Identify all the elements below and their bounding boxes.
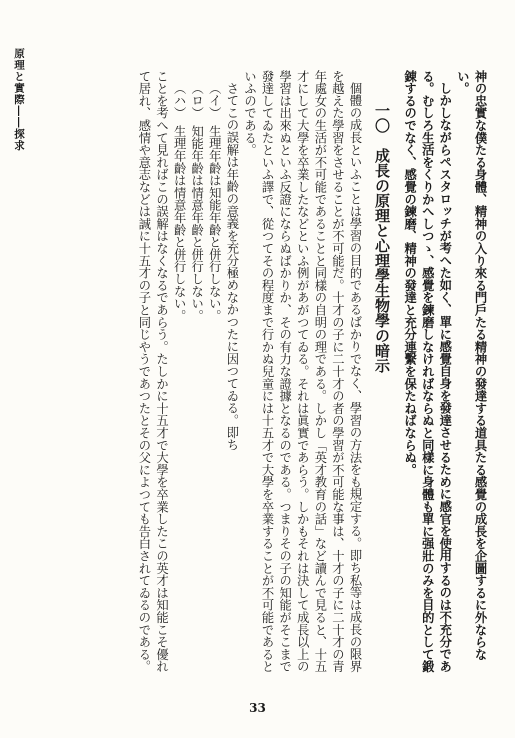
page-number: 33 — [249, 701, 266, 715]
paragraph: しかしながらペスタロッチが考へた如く、單に感覺自身を發達させるために感官を使用するのは不充分である。むしろ生活をくりかへしつゝ、感覺を鍊磨しなければならぬと同樣に身體も單に强壯のみを目的として鍛錬するのでなく、感覺の鍊磨、精神の發達と充分連繫を保たねばならぬ。 — [402, 70, 453, 673]
running-head: 原理と實際――探求 — [13, 48, 25, 152]
list-item: （イ） 生理年齡は知能年齡と併行しない。 — [207, 82, 222, 323]
paragraph: さてこの誤解は年齡の意義を充分極めなかつたに因つてゐる。即ち — [224, 82, 239, 452]
section-heading: 一〇 成長の原理と心理學生物學の暗示 — [373, 103, 392, 373]
paragraph: 個體の成長といふことは學習の目的であるばかりでなく、學習の方法をも規定する。即ち私等は成長の限界を越えた學習をさせることが不可能だ。十才の子に二十才の者の學習が不可能な事は、十才の子に二十才の青年處女の生活が不可能であることと同樣の自明の理である。しかし「英才教育の話」など讀んで見ると、十五才にして大學を卒業したなどといふ例があがつてゐる。それは眞實であらう。しかもそれは決して成長以上の學習は出來ぬといふ反證にならぬばかりか、その有力な證據となるのである。つまりその子の知能がそこまで發達してゐたといふ譯で、從つてその程度まで行かぬ兒童には十五才で大學を卒業することが不可能であるといふのである。 — [242, 70, 363, 673]
paragraph: 神の忠實な僕たる身體、精神の入り來る門戶たる精神の發達する道具たる感覺の成長を企圖するに外ならない。 — [455, 70, 488, 661]
paragraph: ことを考へて見ればこの誤解はなくなるであらう。たしかに十五才で大學を卒業したこの英才は知能こそ優れて居れ、感情や意志などは誠に十五才の子と同じやうであつたとその父によつても告白されてゐるのである。 — [136, 70, 169, 673]
list-item: （ロ） 知能年齡は情意年齡と併行しない。 — [189, 82, 204, 323]
body-text — [45, 70, 489, 682]
list-item: （ハ） 生理年齡は情意年齡と併行しない。 — [172, 82, 187, 323]
